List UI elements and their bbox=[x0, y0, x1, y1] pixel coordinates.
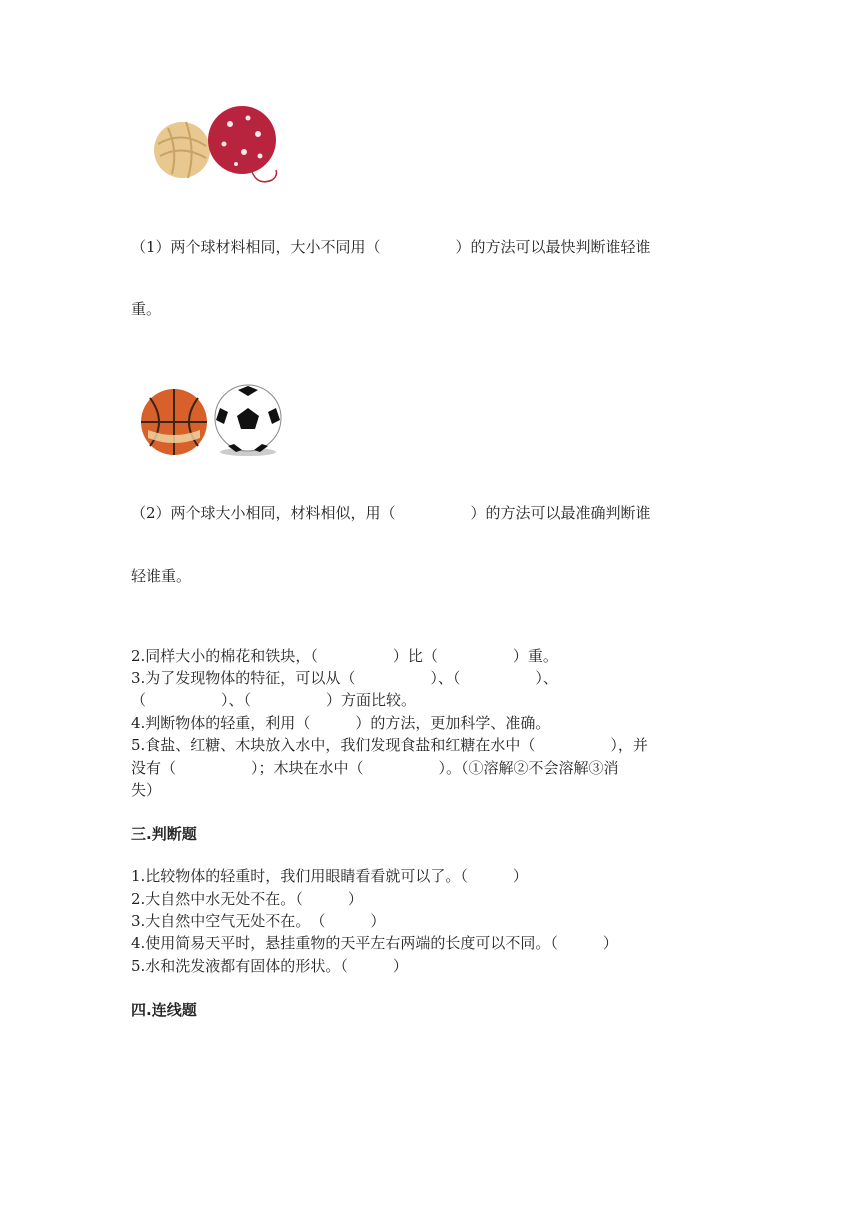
question-1-2-text-continued: 轻谁重。 bbox=[131, 567, 192, 585]
section-4-title: 四.连线题 bbox=[131, 1001, 197, 1019]
fill-question-3: 3.为了发现物体的特征，可以从（ ）、（ ）、 bbox=[131, 669, 558, 687]
fill-question-4: 4.判断物体的轻重，利用（ ）的方法，更加科学、准确。 bbox=[131, 714, 551, 732]
question-1-2-text: （2）两个球大小相同，材料相似，用（ ）的方法可以最准确判断谁 bbox=[131, 504, 651, 522]
section-3-title: 三.判断题 bbox=[131, 825, 197, 843]
question-1-1-text: （1）两个球材料相同，大小不同用（ ）的方法可以最快判断谁轻谁 bbox=[131, 238, 651, 256]
judge-question-1: 1.比较物体的轻重时，我们用眼睛看看就可以了。（ ） bbox=[131, 867, 528, 885]
judge-question-2: 2.大自然中水无处不在。（ ） bbox=[131, 890, 363, 908]
judge-question-3: 3.大自然中空气无处不在。 （ ） bbox=[131, 912, 386, 930]
fill-question-5-continued: 没有（ ）；木块在水中（ ）。（①溶解②不会溶解③消 bbox=[131, 759, 619, 777]
soccer-ball-icon bbox=[215, 385, 281, 456]
fill-question-5: 5.食盐、红糖、木块放入水中，我们发现食盐和红糖在水中（ ），并 bbox=[131, 736, 648, 754]
balls-image bbox=[138, 380, 284, 460]
basketball-icon bbox=[141, 389, 207, 455]
yarn-ball-large-icon bbox=[208, 106, 277, 182]
yarn-balls-image bbox=[148, 100, 288, 192]
question-1-1-text-continued: 重。 bbox=[131, 300, 162, 318]
yarn-ball-small-icon bbox=[154, 122, 210, 178]
fill-question-2: 2.同样大小的棉花和铁块，（ ）比（ ）重。 bbox=[131, 647, 558, 665]
fill-question-5-end: 失） bbox=[131, 781, 162, 799]
judge-question-4: 4.使用简易天平时，悬挂重物的天平左右两端的长度可以不同。（ ） bbox=[131, 934, 618, 952]
judge-question-5: 5.水和洗发液都有固体的形状。（ ） bbox=[131, 957, 408, 975]
fill-question-3-continued: （ ）、（ ）方面比较。 bbox=[131, 691, 417, 709]
